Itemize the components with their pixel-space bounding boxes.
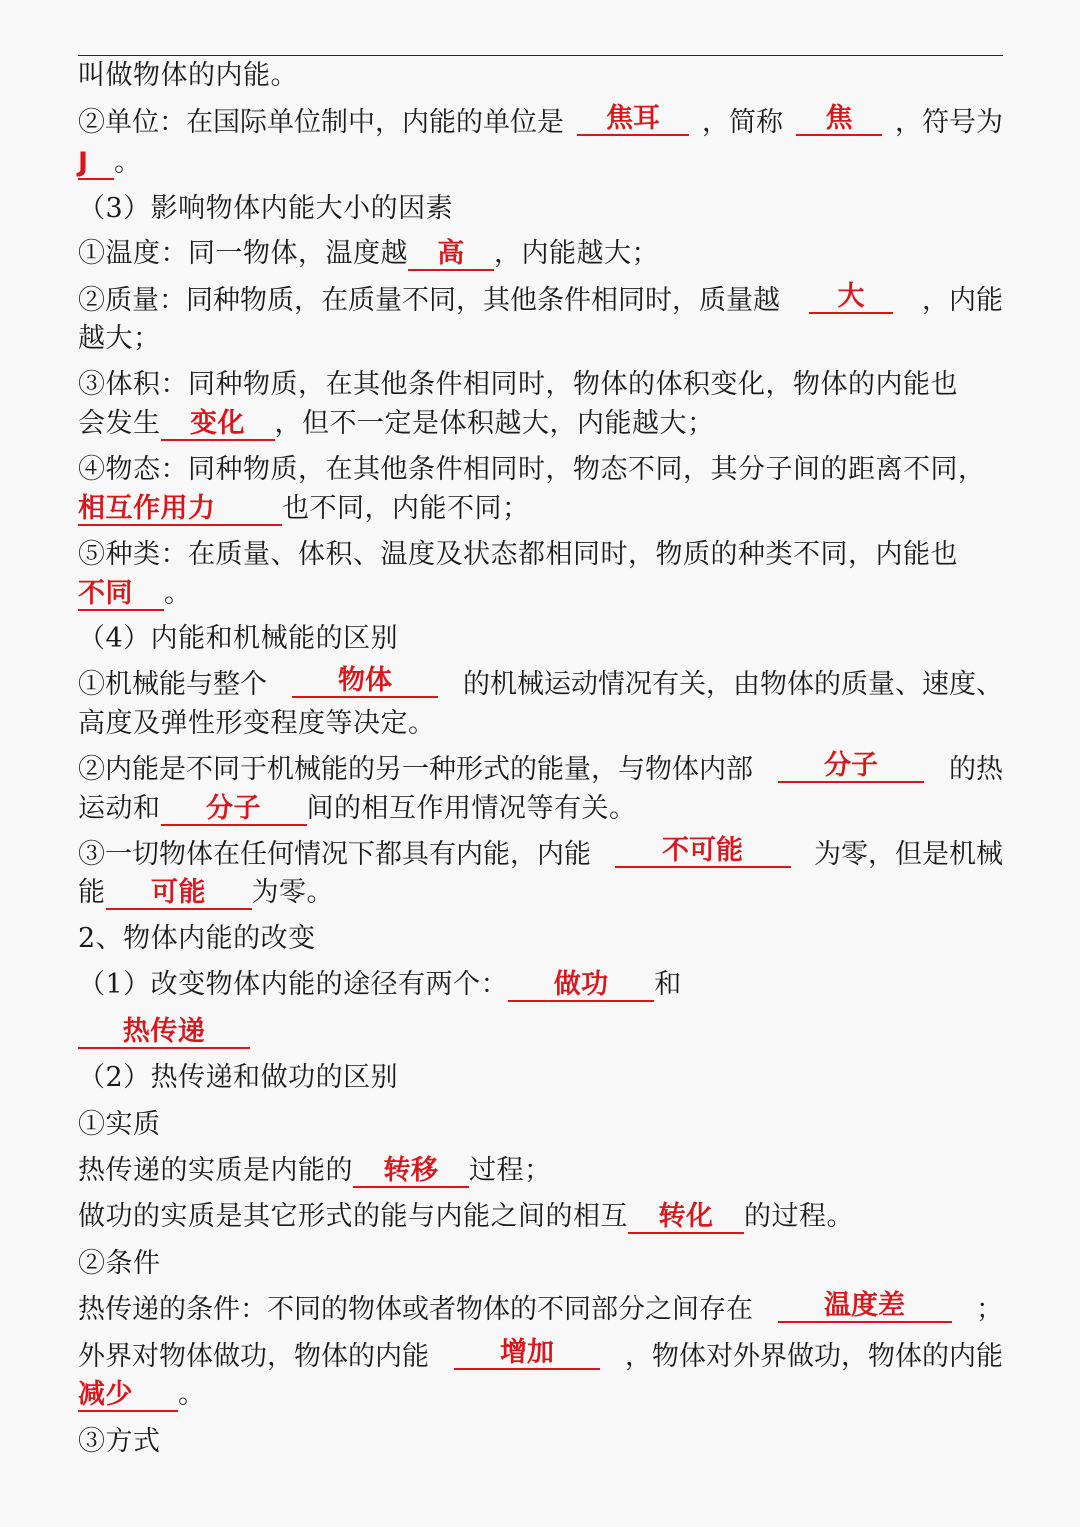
text-line: ②质量：同种物质，在质量不同，其他条件相同时，质量越 大 ，内能 [78, 281, 1003, 316]
text-line: ①机械能与整个 物体 的机械运动情况有关，由物体的质量、速度、 [78, 665, 1003, 700]
answer-blank: 变化 [161, 409, 275, 441]
text-line: 叫做物体的内能。 [78, 60, 298, 91]
text-line: 减少 。 [78, 1379, 206, 1410]
text-line: 运动和 分子 间的相互作用情况等有关。 [78, 793, 637, 824]
text-line: 外界对物体做功，物体的内能 增加 ，物体对外界做功，物体的内能 [78, 1337, 1003, 1372]
text-line: 热传递的条件：不同的物体或者物体的不同部分之间存在 温度差 ； [78, 1290, 1003, 1325]
text-line: 热传递的实质是内能的 转移 过程； [78, 1155, 552, 1186]
text-line: ①温度：同一物体，温度越 高 ，内能越大； [78, 238, 659, 269]
text-line: 会发生 变化 ，但不一定是体积越大，内能越大； [78, 408, 715, 439]
text-line: 高度及弹性形变程度等决定。 [78, 708, 436, 739]
text-line: ②条件 [78, 1248, 161, 1279]
text-line: ②单位：在国际单位制中，内能的单位是 焦耳 ，简称 焦 ，符号为 [78, 103, 1003, 138]
answer-blank: 可能 [106, 878, 252, 910]
answer-blank: 高 [408, 239, 494, 271]
answer-blank: 减少 [78, 1380, 178, 1412]
text-line: ①实质 [78, 1109, 161, 1140]
top-divider [78, 55, 1003, 56]
answer-blank: 物体 [292, 666, 438, 698]
text-line: 做功的实质是其它形式的能与内能之间的相互 转化 的过程。 [78, 1201, 854, 1232]
text-line: ③体积：同种物质，在其他条件相同时，物体的体积变化，物体的内能也 [78, 369, 958, 400]
answer-blank: 相互作用力 [78, 494, 282, 526]
section-heading: （3）影响物体内能大小的因素 [78, 193, 454, 224]
answer-blank: 做功 [508, 970, 654, 1002]
answer-blank: 不同 [78, 579, 164, 611]
text-line: ④物态：同种物质，在其他条件相同时，物态不同，其分子间的距离不同， [78, 454, 986, 485]
answer-blank: 热传递 [78, 1017, 250, 1049]
section-heading: 2、物体内能的改变 [78, 923, 316, 954]
text-line: ③方式 [78, 1426, 161, 1457]
text-line: ③一切物体在任何情况下都具有内能，内能 不可能 为零，但是机械 [78, 835, 1003, 870]
text-line: J 。 [78, 147, 142, 178]
text-line [78, 1013, 1003, 1051]
text-line: ②内能是不同于机械能的另一种形式的能量，与物体内部 分子 的热 [78, 750, 1003, 785]
section-heading: （2）热传递和做功的区别 [78, 1062, 399, 1093]
text-line: ⑤种类：在质量、体积、温度及状态都相同时，物质的种类不同，内能也 [78, 539, 958, 570]
answer-blank: 分子 [161, 794, 307, 826]
answer-blank: 转化 [628, 1202, 744, 1234]
answer-blank: 转移 [353, 1156, 469, 1188]
answer-blank: 分子 [778, 751, 924, 783]
answer-blank: 大 [809, 282, 893, 314]
answer-blank: 温度差 [778, 1291, 952, 1323]
text-line: 能 可能 为零。 [78, 877, 334, 908]
answer-blank: 增加 [454, 1338, 600, 1370]
text-line: （1）改变物体内能的途径有两个： 做功 和 [78, 969, 682, 1000]
answer-blank: 不可能 [615, 836, 791, 868]
text-line: 不同 。 [78, 578, 192, 609]
text-line: 相互作用力 也不同，内能不同； [78, 493, 530, 524]
text-line: 越大； [78, 323, 161, 354]
answer-blank: 焦耳 [577, 104, 689, 136]
answer-blank: 焦 [796, 104, 882, 136]
answer-blank: J [78, 148, 114, 180]
section-heading: （4）内能和机械能的区别 [78, 623, 399, 654]
